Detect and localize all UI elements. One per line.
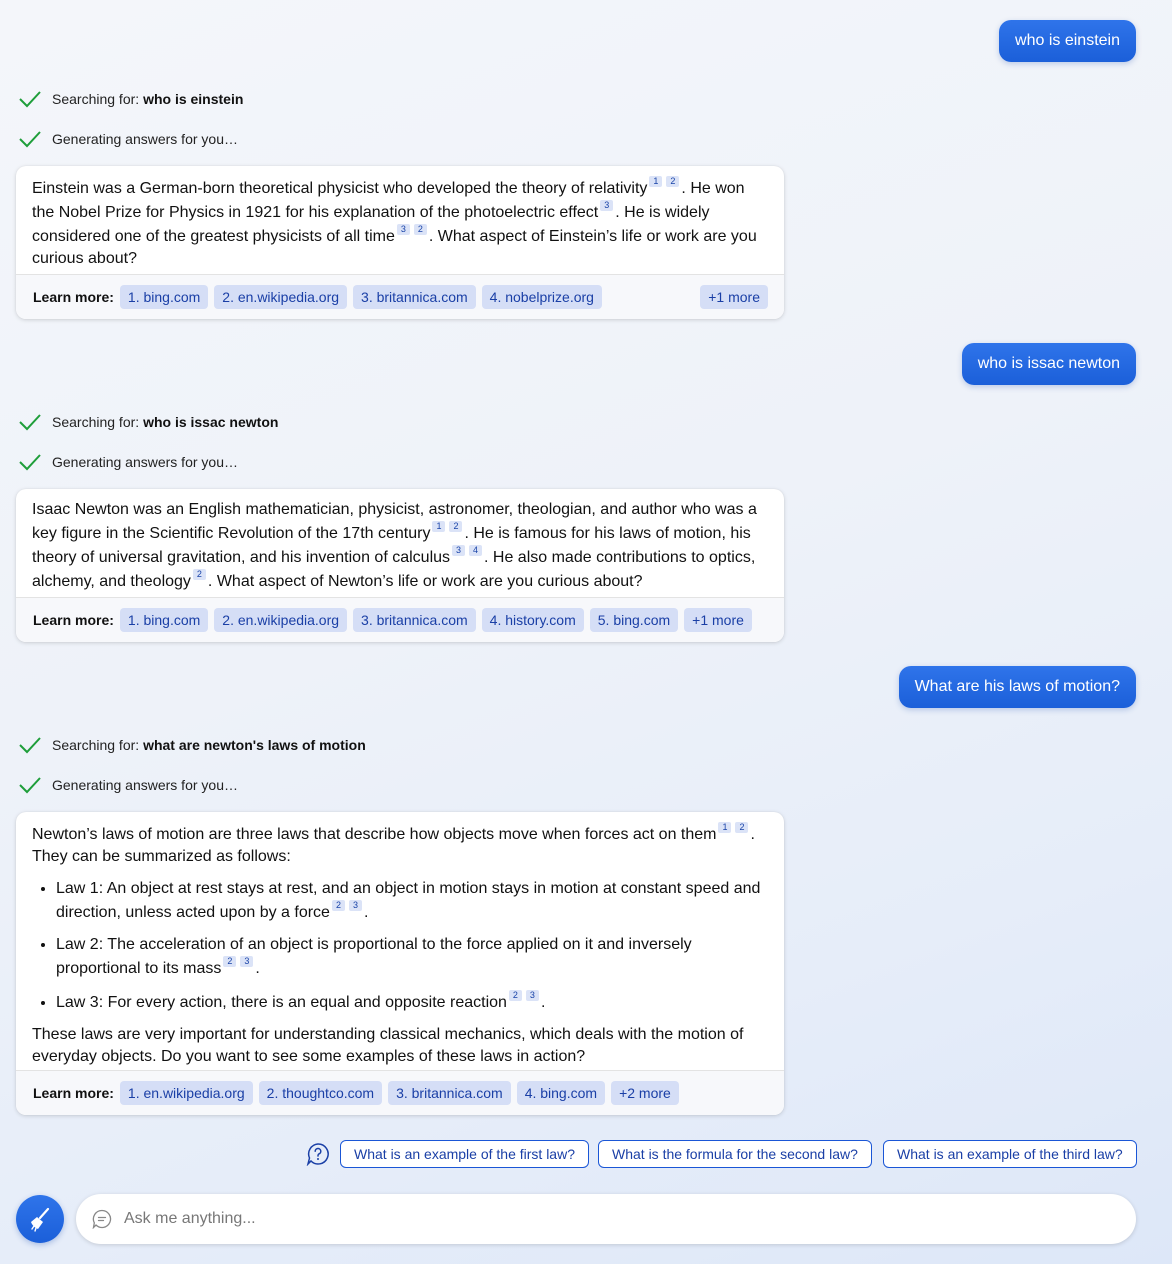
answer-sentence: Isaac Newton was an English mathematician, physicist, astronomer, theologian, and author who was a key figure in the Scientific Revolution of the 17th century <box>32 501 757 542</box>
check-icon <box>18 453 42 471</box>
user-message-1: who is einstein <box>999 20 1136 62</box>
search-query: who is einstein <box>143 91 244 107</box>
user-message-2: who is issac newton <box>962 343 1136 385</box>
check-icon <box>18 736 42 754</box>
source-link[interactable]: 5. bing.com <box>590 608 678 632</box>
citation[interactable]: 3 <box>240 956 253 967</box>
search-query: who is issac newton <box>143 414 279 430</box>
answer-text-1 <box>16 166 784 274</box>
answer-sentence: . He also made contributions to optics, alchemy, and theology <box>32 549 756 590</box>
search-status-1 <box>18 88 243 110</box>
check-icon <box>18 413 42 431</box>
chat-input[interactable] <box>122 1209 1026 1229</box>
source-link[interactable]: 4. history.com <box>482 608 584 632</box>
source-link[interactable]: 1. en.wikipedia.org <box>120 1081 253 1105</box>
answer-card-3 <box>16 812 784 1115</box>
generating-status-1 <box>18 128 238 150</box>
suggestion-chip-3[interactable]: What is an example of the third law? <box>883 1140 1137 1168</box>
citation[interactable]: 1 <box>718 822 731 833</box>
citation[interactable]: 2 <box>735 822 748 833</box>
user-message-3: What are his laws of motion? <box>899 666 1136 708</box>
answer-sentence: . He won the Nobel Prize for Physics in 1921 for his explanation of the photoelectric effect <box>32 180 745 221</box>
citation[interactable]: 3 <box>349 900 362 911</box>
citation[interactable]: 2 <box>666 176 679 187</box>
source-link[interactable]: 1. bing.com <box>120 608 208 632</box>
search-prefix: Searching for: <box>52 414 144 430</box>
citation[interactable]: 3 <box>526 990 539 1001</box>
generating-text: Generating answers for you… <box>52 131 238 147</box>
citation[interactable]: 2 <box>449 521 462 532</box>
search-prefix: Searching for: <box>52 737 144 753</box>
learn-more-bar-3 <box>16 1070 784 1115</box>
answer-text-2 <box>16 489 784 597</box>
citation[interactable]: 2 <box>223 956 236 967</box>
punctuation: . <box>255 960 260 977</box>
more-sources-button[interactable]: +2 more <box>611 1081 679 1105</box>
list-item <box>56 934 768 980</box>
source-link[interactable]: 3. britannica.com <box>353 608 476 632</box>
answer-sentence: . What aspect of Newton’s life or work are you curious about? <box>207 573 643 590</box>
answer-sentence: Einstein was a German-born theoretical physicist who developed the theory of relativity <box>32 180 648 197</box>
new-topic-button[interactable] <box>16 1195 64 1243</box>
source-link[interactable]: 4. bing.com <box>517 1081 605 1105</box>
generating-status-3 <box>18 774 238 796</box>
learn-more-bar-1 <box>16 274 784 319</box>
search-query: what are newton's laws of motion <box>143 737 366 753</box>
search-status-2 <box>18 411 278 433</box>
laws-list <box>32 878 768 1014</box>
citation[interactable]: 2 <box>193 569 206 580</box>
citation[interactable]: 1 <box>432 521 445 532</box>
broom-icon <box>26 1205 54 1233</box>
more-sources-button[interactable]: +1 more <box>684 608 752 632</box>
answer-sentence: Newton’s laws of motion are three laws that describe how objects move when forces act on them <box>32 826 717 843</box>
search-status-3 <box>18 734 366 756</box>
search-prefix: Searching for: <box>52 91 144 107</box>
help-circle-icon[interactable] <box>306 1142 330 1166</box>
source-link[interactable]: 3. britannica.com <box>388 1081 511 1105</box>
answer-sentence: . What aspect of Einstein’s life or work are you curious about? <box>32 228 757 267</box>
chat-input-box[interactable] <box>76 1194 1136 1244</box>
chat-bubble-icon <box>92 1209 112 1229</box>
citation[interactable]: 3 <box>452 545 465 556</box>
generating-text: Generating answers for you… <box>52 777 238 793</box>
citation[interactable]: 2 <box>509 990 522 1001</box>
punctuation: . <box>540 994 546 1011</box>
source-link[interactable]: 2. thoughtco.com <box>259 1081 382 1105</box>
suggestion-chip-2[interactable]: What is the formula for the second law? <box>598 1140 872 1168</box>
source-link[interactable]: 3. britannica.com <box>353 285 476 309</box>
citation[interactable]: 2 <box>332 900 345 911</box>
answer-card-1 <box>16 166 784 319</box>
law-text: Law 3: For every action, there is an equal and opposite reaction <box>56 994 507 1011</box>
citation[interactable]: 1 <box>649 176 662 187</box>
source-link[interactable]: 2. en.wikipedia.org <box>214 608 347 632</box>
list-item <box>56 990 768 1014</box>
source-link[interactable]: 4. nobelprize.org <box>482 285 602 309</box>
learn-more-label: Learn more: <box>33 289 114 305</box>
answer-sentence: . He is famous for his laws of motion, his theory of universal gravitation, and his invention of calculus <box>32 525 751 566</box>
answer-outro: These laws are very important for understanding classical mechanics, which deals with the motion of everyday objects. Do you want to see some examples of these laws in action? <box>32 1026 744 1065</box>
citation[interactable]: 2 <box>414 224 427 235</box>
answer-sentence: . He is widely considered one of the greatest physicists of all time <box>32 204 710 245</box>
more-sources-button[interactable]: +1 more <box>700 285 768 309</box>
punctuation: . <box>363 904 369 921</box>
answer-card-2 <box>16 489 784 642</box>
citation[interactable]: 3 <box>600 200 613 211</box>
check-icon <box>18 776 42 794</box>
generating-text: Generating answers for you… <box>52 454 238 470</box>
law-text: Law 1: An object at rest stays at rest, and an object in motion stays in motion at constant speed and direction, unless acted upon by a force <box>56 880 761 921</box>
citation[interactable]: 4 <box>469 545 482 556</box>
learn-more-label: Learn more: <box>33 612 114 628</box>
answer-sentence: . They can be summarized as follows: <box>32 826 755 865</box>
citation[interactable]: 3 <box>397 224 410 235</box>
learn-more-bar-2 <box>16 597 784 642</box>
law-text: Law 2: The acceleration of an object is proportional to the force applied on it and inversely proportional to its mass <box>56 936 692 977</box>
source-link[interactable]: 2. en.wikipedia.org <box>214 285 347 309</box>
answer-text-3 <box>16 812 784 1070</box>
source-link[interactable]: 1. bing.com <box>120 285 208 309</box>
suggestion-chip-1[interactable]: What is an example of the first law? <box>340 1140 589 1168</box>
learn-more-label: Learn more: <box>33 1085 114 1101</box>
list-item <box>56 878 768 924</box>
check-icon <box>18 90 42 108</box>
check-icon <box>18 130 42 148</box>
generating-status-2 <box>18 451 238 473</box>
